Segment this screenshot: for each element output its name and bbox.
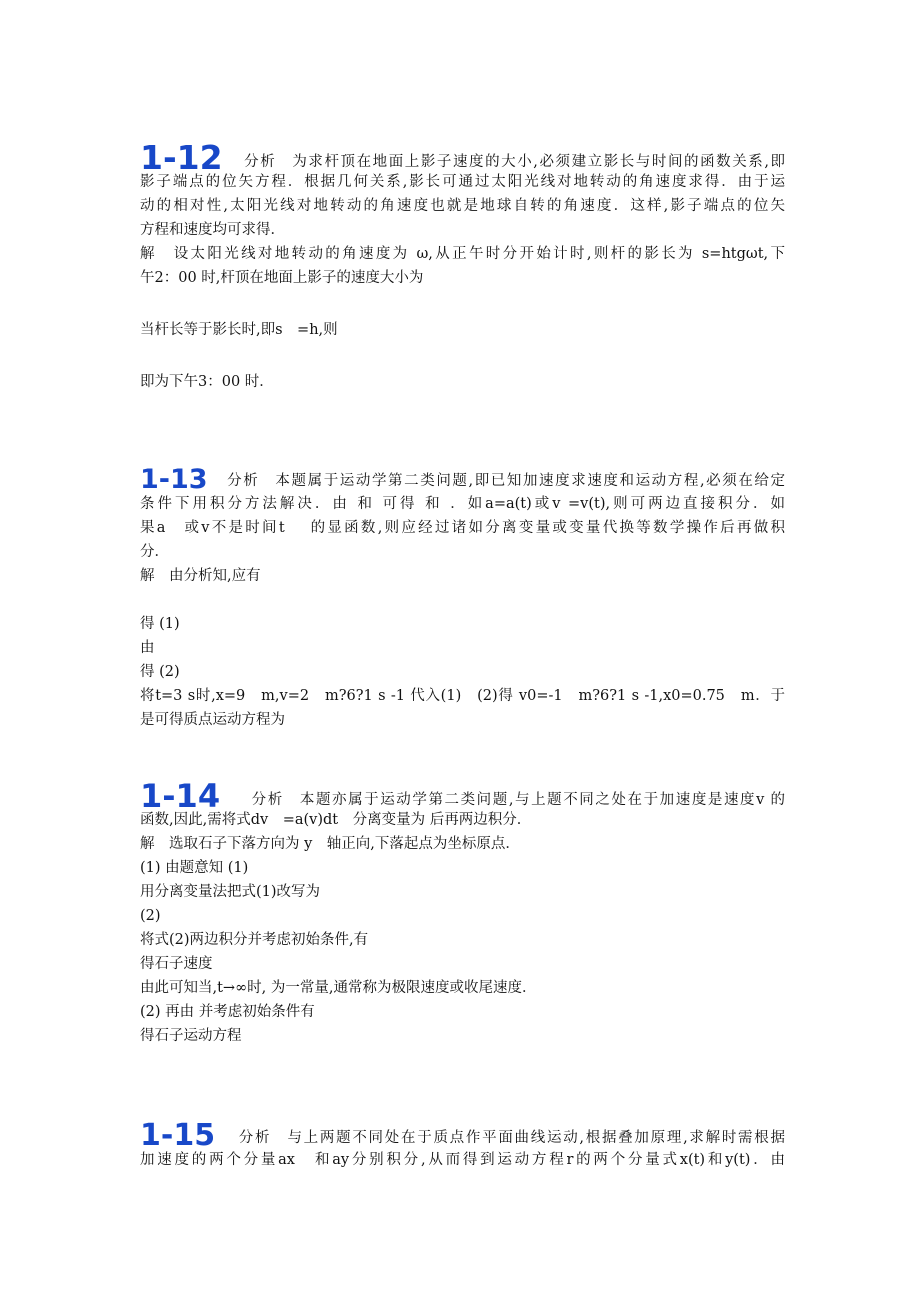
text-line (140, 290, 785, 314)
text-line: 1-12 分析 为求杆顶在地面上影子速度的大小,必须建立影长与时间的函数关系,即 (140, 138, 785, 177)
text-line: 分． (140, 544, 169, 560)
text-line: 1-13 分析 本题属于运动学第二类问题,即已知加速度求速度和运动方程,必须在给定 (140, 464, 785, 495)
text-line: 函数,因此,需将式dv =a(v)dt 分离变量为 后再两边积分． (140, 812, 532, 828)
text-line: 1-15 分析 与上两题不同处在于质点作平面曲线运动,根据叠加原理,求解时需根据 (140, 1118, 785, 1153)
text-line: 动的相对性,太阳光线对地转动的角速度也就是地球自转的角速度．这样,影子端点的位矢 (140, 198, 785, 214)
text-line: 由 (140, 640, 155, 656)
text-line: 是可得质点运动方程为 (140, 712, 285, 728)
text-line: 得石子运动方程 (140, 1028, 242, 1044)
text-line: 当杆长等于影长时,即s =h,则 (140, 322, 338, 338)
section-1-12 (140, 138, 785, 394)
text-line: 午2：00 时,杆顶在地面上影子的速度大小为 (140, 270, 424, 286)
text-line: 方程和速度均可求得． (140, 222, 285, 238)
text-line: 解 由分析知,应有 (140, 568, 261, 584)
text-line: (2) (140, 908, 161, 924)
section-number: 1-12 (140, 138, 223, 177)
text-line: 得石子速度 (140, 956, 213, 972)
text-line: (1) 由题意知 (1) (140, 860, 249, 876)
text-line: 用分离变量法把式(1)改写为 (140, 884, 321, 900)
text-line: 条件下用积分方法解决．由 和 可得 和 ．如a=a(t)或v =v(t),则可两边直接积分．如 (140, 496, 785, 512)
section-number: 1-13 (140, 464, 208, 495)
text-line: 1-14 分析 本题亦属于运动学第二类问题,与上题不同之处在于加速度是速度v 的 (140, 777, 785, 815)
text-line: 将式(2)两边积分并考虑初始条件,有 (140, 932, 369, 948)
section-number: 1-14 (140, 777, 221, 815)
text-line: 解 选取石子下落方向为 y 轴正向,下落起点为坐标原点． (140, 836, 520, 852)
section-1-15 (140, 1118, 785, 1172)
text-line: (2) 再由 并考虑初始条件有 (140, 1004, 315, 1020)
text-line: 得 (1) (140, 616, 180, 632)
text-line: 果a 或v不是时间t 的显函数,则应经过诸如分离变量或变量代换等数学操作后再做积 (140, 520, 785, 536)
section-number: 1-15 (140, 1118, 216, 1153)
text-line: 得 (2) (140, 664, 180, 680)
text-line: 解 设太阳光线对地转动的角速度为 ω,从正午时分开始计时,则杆的影长为 s=htgωt,下 (140, 246, 785, 262)
section-1-14 (140, 777, 785, 1048)
section-1-13 (140, 464, 785, 732)
text-line (140, 342, 785, 366)
text-line (140, 588, 785, 612)
text-line: 将t=3 s时,x=9 m,v=2 m?6?1 s -1 代入(1) (2)得 v0=-1 m?6?1 s -1,x0=0.75 m．于 (140, 688, 785, 704)
text-line: 加速度的两个分量ax 和ay分别积分,从而得到运动方程r的两个分量式x(t)和y(t)．由 (140, 1152, 785, 1168)
text-line: 即为下午3：00 时． (140, 374, 274, 390)
text-line: 由此可知当,t→∞时, 为一常量,通常称为极限速度或收尾速度． (140, 980, 537, 996)
text-line: 影子端点的位矢方程．根据几何关系,影长可通过太阳光线对地转动的角速度求得．由于运 (140, 174, 785, 190)
